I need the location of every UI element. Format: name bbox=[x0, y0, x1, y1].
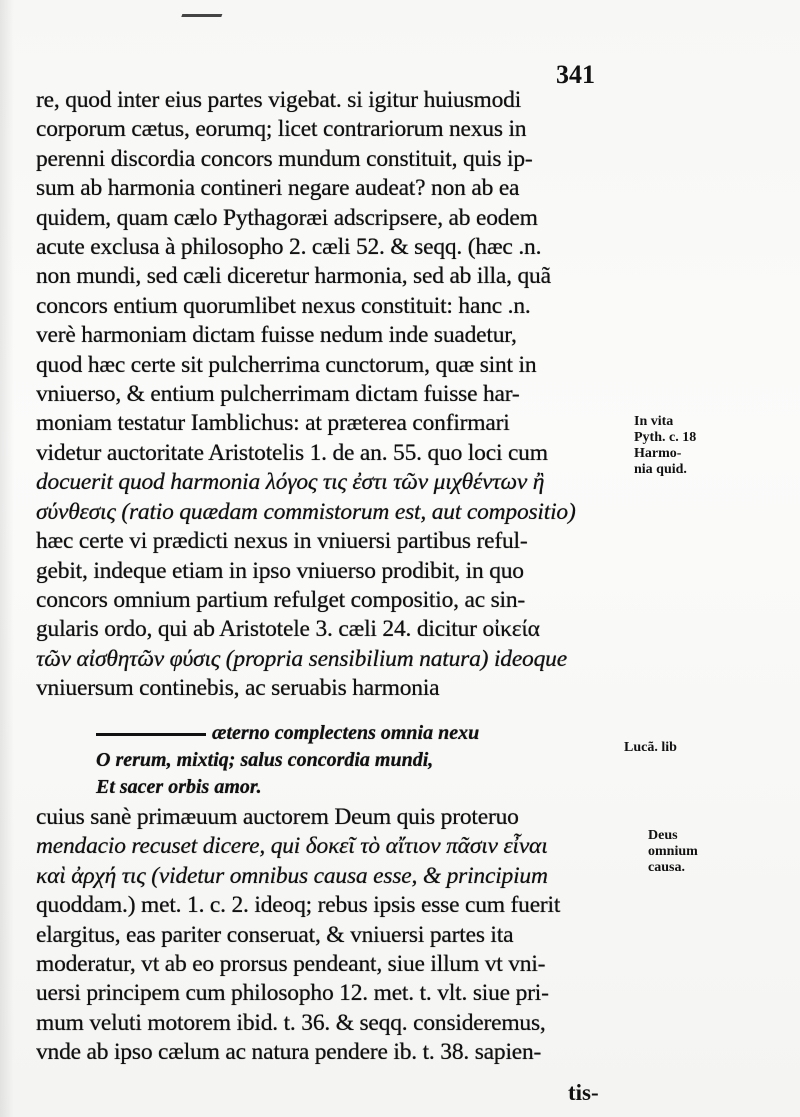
text-line: perenni discordia concors mundum constituit, quis ip- bbox=[36, 145, 533, 172]
text-line: corporum cætus, eorumq; licet contrariorum nexus in bbox=[36, 116, 527, 143]
text-line-greek: mendacio recuset dicere, qui δοκεῖ τὸ αἴτιον πᾶσιν εἶναι bbox=[36, 833, 548, 860]
text-line: vnde ab ipso cælum ac natura pendere ib. t. 38. sapien- bbox=[36, 1039, 542, 1066]
text-line: quoddam.) met. 1. c. 2. ideoq; rebus ipsis esse cum fuerit bbox=[36, 892, 561, 919]
catchword: tis- bbox=[568, 1080, 599, 1105]
verse-text: æterno complectens omnia nexu bbox=[212, 722, 480, 744]
marginal-note-lucan: Lucã. lib bbox=[624, 740, 677, 755]
text-line: quod hæc certe sit pulcherrima cunctorum, quæ sint in bbox=[36, 351, 537, 378]
text-line: concors entium quorumlibet nexus constituit: hanc .n. bbox=[36, 292, 531, 319]
text-line: verè harmoniam dictam fuisse nedum inde suadetur, bbox=[36, 322, 517, 349]
text-line: elargitus, eas pariter conseruat, & vniuersi partes ita bbox=[36, 921, 514, 948]
text-line: moderatur, vt ab eo prorsus pendeant, siue illum vt vni- bbox=[36, 951, 546, 978]
verse-line bbox=[96, 720, 616, 747]
text-line: mum veluti motorem ibid. t. 36. & seqq. consideremus, bbox=[36, 1009, 546, 1036]
text-line: videtur auctoritate Aristotelis 1. de an. 55. quo loci cum bbox=[36, 439, 548, 466]
verse-line: Et sacer orbis amor. bbox=[96, 776, 262, 798]
text-line-greek: καὶ ἀρχή τις (videtur omnibus causa esse, & principium bbox=[36, 862, 548, 889]
printer-mark bbox=[178, 14, 223, 27]
verse-quotation bbox=[96, 720, 616, 801]
text-line: gularis ordo, qui ab Aristotele 3. cæli 24. dicitur οἰκεία bbox=[36, 616, 540, 643]
text-line-greek: τῶν αἰσθητῶν φύσις (propria sensibilium natura) ideoque bbox=[36, 645, 567, 672]
text-line: re, quod inter eius partes vigebat. si igitur huiusmodi bbox=[36, 87, 522, 113]
marginal-note-harmonia: In vita Pyth. c. 18 Harmo- nia quid. bbox=[634, 414, 697, 477]
text-line: gebit, indeque etiam in ipso vniuerso prodibit, in quo bbox=[36, 557, 524, 584]
text-line: acute exclusa à philosopho 2. cæli 52. & seqq. (hæc .n. bbox=[36, 234, 542, 261]
marginal-note-deus: Deus omnium causa. bbox=[648, 828, 698, 875]
page-number: 341 bbox=[556, 60, 595, 89]
text-line: vniuersum continebis, ac seruabis harmonia bbox=[36, 675, 440, 702]
text-line: concors omnium partium refulget compositio, ac sin- bbox=[36, 586, 526, 613]
text-line-greek: σύνθεσις (ratio quædam commistorum est, aut compositio) bbox=[36, 498, 576, 525]
main-text-block bbox=[36, 86, 626, 704]
text-line: quidem, quam cælo Pythagoræi adscripsere, ab eodem bbox=[36, 204, 538, 231]
text-line: non mundi, sed cæli diceretur harmonia, sed ab illa, quã bbox=[36, 263, 551, 290]
verse-dash bbox=[96, 733, 206, 736]
text-line: hæc certe vi prædicti nexus in vniuersi partibus reful- bbox=[36, 528, 528, 555]
text-line: moniam testatur Iamblichus: at præterea confirmari bbox=[36, 410, 510, 437]
text-line-greek: docuerit quod harmonia λόγος τις ἐστι τῶν μιχθέντων ἢ bbox=[36, 469, 545, 496]
verse-line: O rerum, mixtiq; salus concordia mundi, bbox=[96, 749, 434, 771]
text-line: cuius sanè primæuum auctorem Deum quis proteruo bbox=[36, 804, 519, 830]
main-text-block-continued bbox=[36, 803, 626, 1068]
text-line: uersi principem cum philosopho 12. met. t. vlt. siue pri- bbox=[36, 980, 549, 1007]
page-edge-shadow bbox=[0, 0, 14, 1117]
text-line: sum ab harmonia contineri negare audeat? non ab ea bbox=[36, 175, 520, 202]
text-line: vniuerso, & entium pulcherrimam dictam fuisse har- bbox=[36, 381, 520, 408]
